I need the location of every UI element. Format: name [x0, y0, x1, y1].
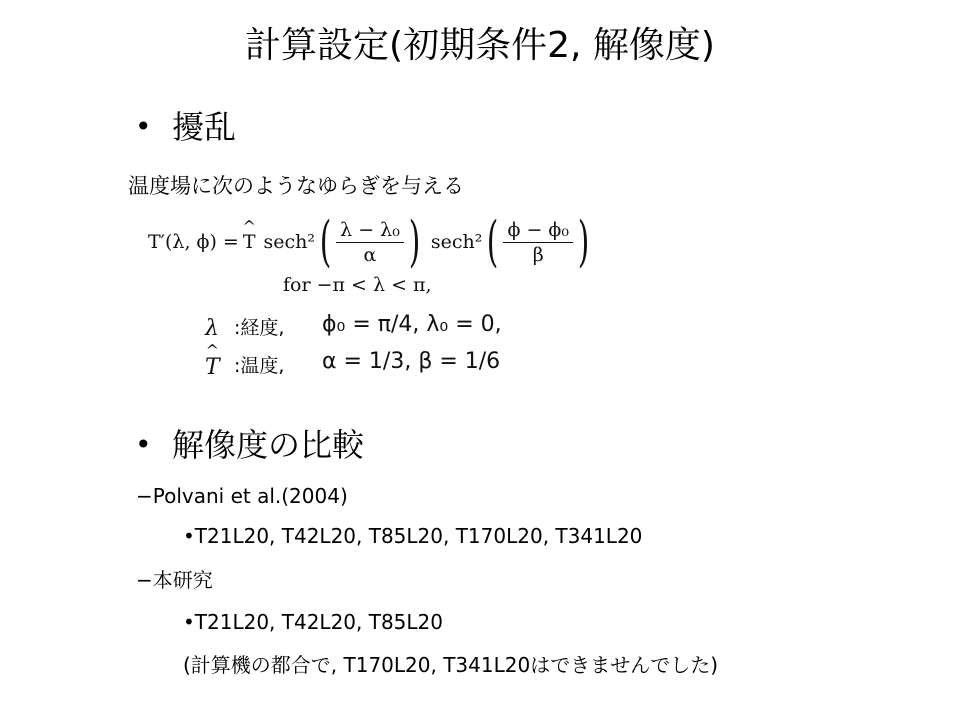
- temperature-params: α = 1/3, β = 1/6: [322, 349, 501, 374]
- equation-sech1: sech²: [263, 231, 316, 253]
- this-study-resolutions: •T21L20, T42L20, T85L20: [183, 610, 443, 634]
- lambda-params: ϕ₀ = π/4, λ₀ = 0,: [322, 312, 502, 337]
- paren-close-1: ): [408, 210, 421, 273]
- equation-lhs: T′(λ, ϕ) =: [148, 231, 239, 253]
- this-study-note: (計算機の都合で, T170L20, T341L20はできませんでした): [183, 653, 718, 677]
- equation-that: ^ T: [243, 231, 256, 253]
- temperature-symbol: [205, 355, 220, 380]
- polvani-resolutions: •T21L20, T42L20, T85L20, T170L20, T341L20: [183, 524, 643, 548]
- fraction-2-numerator: ϕ − ϕ₀: [503, 218, 573, 243]
- bullet-resolution: •: [135, 428, 152, 461]
- equation-range: for −π < λ < π,: [283, 274, 432, 296]
- this-study-label: −本研究: [136, 568, 213, 592]
- equation-sech2: sech²: [430, 231, 483, 253]
- bullet-disturbance: •: [135, 110, 152, 143]
- fraction-2-denominator: β: [532, 243, 544, 266]
- paren-open-1: (: [319, 210, 332, 273]
- slide-title: 計算設定(初期条件2, 解像度): [245, 25, 715, 66]
- perturbation-equation: [148, 207, 594, 277]
- fraction-1: [336, 218, 404, 267]
- temperature-symbol-text: ^ T: [205, 355, 220, 380]
- paren-close-2: ): [577, 210, 590, 273]
- fraction-2: [503, 218, 573, 267]
- fraction-1-numerator: λ − λ₀: [336, 218, 404, 243]
- lambda-symbol: λ: [205, 316, 219, 341]
- disturbance-intro: 温度場に次のようなゆらぎを与える: [128, 174, 464, 198]
- paren-open-2: (: [487, 210, 499, 273]
- polvani-label: −Polvani et al.(2004): [136, 484, 348, 508]
- temperature-label: :温度,: [234, 355, 285, 377]
- lambda-label: :経度,: [234, 317, 285, 339]
- heading-disturbance: 擾乱: [172, 108, 237, 146]
- fraction-1-denominator: α: [363, 243, 377, 266]
- heading-resolution-comparison: 解像度の比較: [172, 426, 365, 464]
